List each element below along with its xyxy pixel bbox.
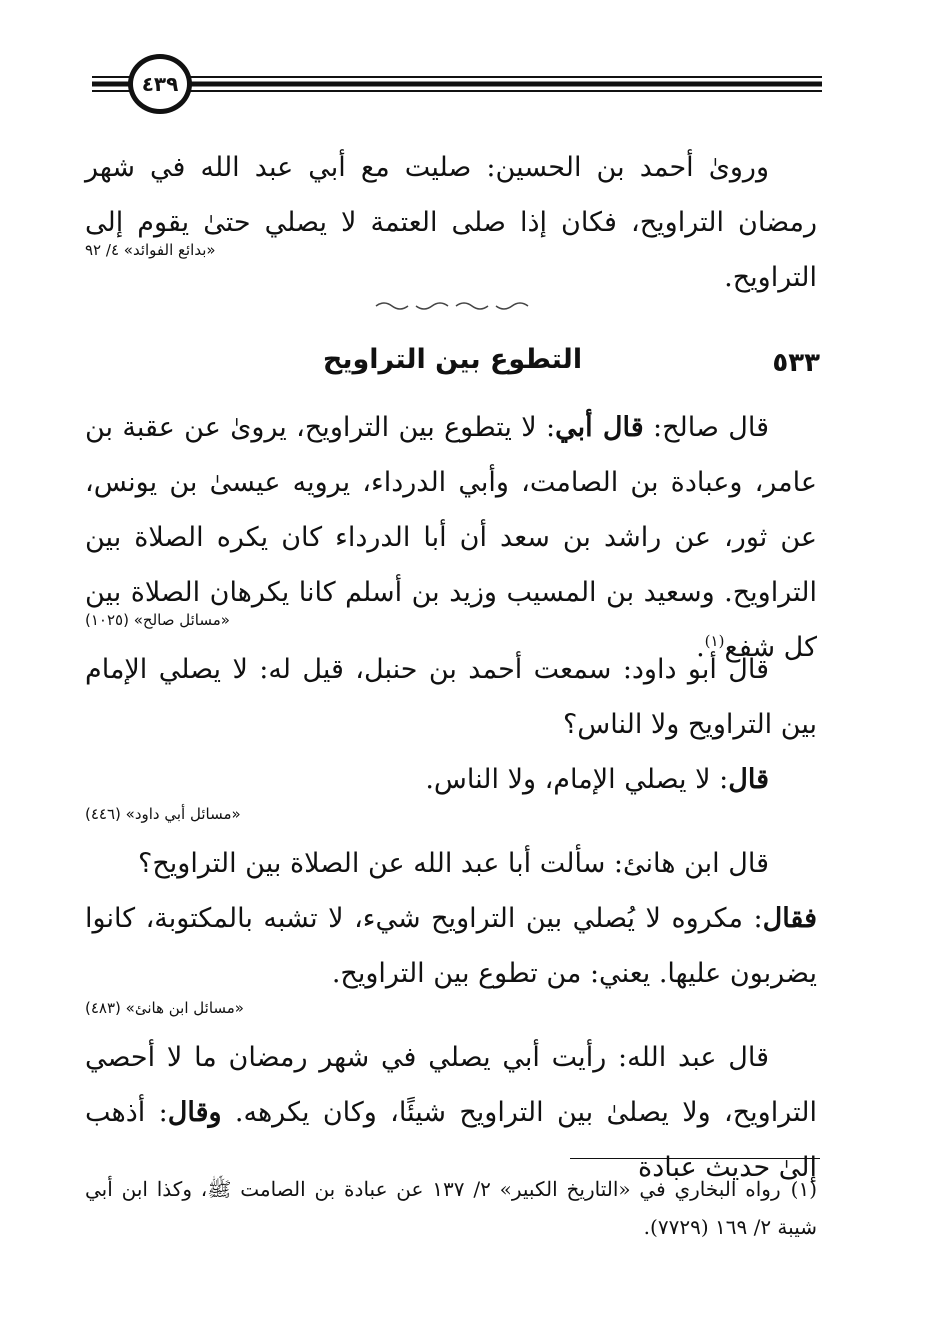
- source-citation-2: «مسائل صالح» (١٠٢٥): [85, 611, 230, 629]
- paragraph-text: [85, 400, 817, 675]
- footnote-separator: [570, 1158, 820, 1159]
- section-title: التطوع بين التراويح: [322, 344, 583, 375]
- speaker-intro: قال صالح:: [643, 412, 769, 443]
- footnote: [85, 1170, 817, 1246]
- paragraph-body-start: قال عبد الله: رأيت أبي يصلي في شهر رمضان ما لا أحصي التراويح، ولا يصلىٰ بين التراويح شيئًا، وكان يكرهه.: [85, 1042, 817, 1128]
- source-citation-1: «بدائع الفوائد» ٤/ ٩٢: [85, 241, 216, 259]
- answer-body: : مكروه لا يُصلي بين التراويح شيء، لا تشبه بالمكتوبة، كانوا يضربون عليها. يعني: من تطوع بين التراويح.: [85, 903, 817, 989]
- answer-label: قال: [728, 764, 769, 795]
- page-number: ٤٣٩: [128, 54, 192, 114]
- paragraph-body: : لا يتطوع بين التراويح، يرویٰ عن عقبة بن عامر، وعبادة بن الصامت، وأبي الدرداء، يرويه عيسىٰ بن يونس، عن ثور، عن راشد بن سعد أن أبا الدرداء كان يكره الصلاة بين التراويح. وسعيد بن المسيب وزيد بن أسلم كانا يكرهان الصلاة بين كل شفع: [85, 412, 817, 663]
- header-rule: [92, 48, 822, 118]
- source-citation-4: «مسائل ابن هانئ» (٤٨٣): [85, 999, 244, 1017]
- footnote-text: رواه البخاري في «التاريخ الكبير» ٢/ ١٣٧ عن عبادة بن الصامت ﷺ، وكذا ابن أبي شيبة ٢/ ١٦٩ (٧٧٢٩).: [85, 1177, 817, 1239]
- footnote-marker: (١): [790, 1177, 817, 1201]
- page-header: [92, 48, 822, 118]
- speaker-bold: وقال: [167, 1097, 222, 1128]
- answer-text: [85, 752, 817, 807]
- answer-label: فقال: [762, 903, 817, 934]
- ornament-divider: [372, 296, 532, 316]
- question-text: قال ابن هانئ: سألت أبا عبد الله عن الصلاة بين التراويح؟: [138, 848, 769, 879]
- source-citation-3: «مسائل أبي داود» (٤٤٦): [85, 805, 241, 823]
- paragraph-block-4: [85, 836, 817, 1001]
- answer-body: : لا يصلي الإمام، ولا الناس.: [425, 764, 729, 795]
- entry-number: ٥٣٣: [772, 348, 820, 378]
- answer-text: [85, 891, 817, 1001]
- paragraph-text: ورویٰ أحمد بن الحسين: صليت مع أبي عبد الله في شهر رمضان التراويح، فكان إذا صلى العتمة لا يصلي حتىٰ يقوم إلى التراويح.: [85, 152, 817, 293]
- paragraph-block-1: [85, 140, 817, 305]
- footnote-reference: (١): [704, 632, 725, 650]
- section-heading: [85, 340, 820, 390]
- speaker-bold: قال أبي: [555, 412, 644, 443]
- paragraph-block-2: [85, 400, 817, 675]
- question-text: قال أبو داود: سمعت أحمد بن حنبل، قيل له: لا يصلي الإمام بين التراويح ولا الناس؟: [85, 654, 817, 740]
- paragraph-block-3: [85, 642, 817, 807]
- paragraph-end: .: [696, 632, 705, 663]
- paragraph-body-end: : أذهب إلىٰ حديث عبادة: [85, 1097, 817, 1183]
